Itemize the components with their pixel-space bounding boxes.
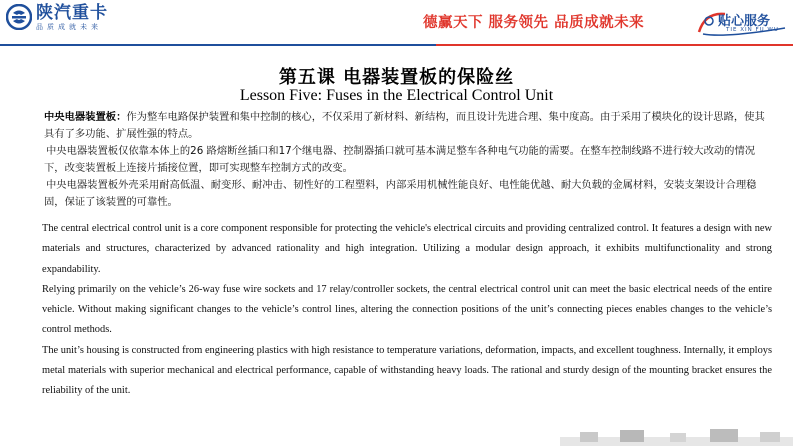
cn-lead-term: 中央电器装置板： <box>44 111 127 123</box>
english-body <box>42 219 772 402</box>
company-tagline: 品质成就未来 <box>36 23 102 31</box>
page-header <box>0 0 793 46</box>
chinese-body <box>44 109 772 211</box>
cn-paragraph-1 <box>44 109 772 143</box>
footer-decoration-icon <box>560 425 793 446</box>
cn-paragraph-2: 中央电器装置板仅依靠本体上的26 路熔断丝插口和17个继电器、控制器插口就可基本满足整车各种电气功能的需要。在整车控制线路不进行较大改动的情况下，改变装置板上连接片插接位置，即可实现整车控制方式的改变。 <box>44 145 756 174</box>
header-slogan: 德赢天下 服务领先 品质成就未来 <box>423 15 645 31</box>
cn-paragraph-1-text: 作为整车电路保护装置和集中控制的核心，不仅采用了新材料、新结构，而且设计先进合理、集中度高。由于采用了模块化的设计思路，使其具有了多功能、扩展性强的特点。 <box>44 111 765 140</box>
shaanxi-logo-icon <box>6 4 32 30</box>
service-pinyin: TIE XIN FU WU <box>726 27 779 33</box>
lesson-title-cn: 第五课 电器装置板的保险丝 <box>278 67 515 88</box>
service-name: 贴心服务 <box>718 14 771 29</box>
cn-paragraph-3: 中央电器装置板外壳采用耐高低温、耐变形、耐冲击、韧性好的工程塑料，内部采用机械性能良好、电性能优越、耐大负载的金属材料，安装支架设计合理稳固，保证了该装置的可靠性。 <box>44 179 757 208</box>
lesson-title-en: Lesson Five: Fuses in the Electrical Control Unit <box>239 87 554 104</box>
header-divider <box>0 44 793 46</box>
company-logo <box>6 4 108 32</box>
en-paragraph-2: Relying primarily on the vehicle’s 26-way fuse wire sockets and 17 relay/controller sockets, the central electrical control unit can meet the basic electrical needs of the entire vehicle. Without making significant changes to the vehicle’s control lines, altering the connection positions of the unit’s connecting pieces enables changes to the vehicle’s control methods. <box>42 283 772 336</box>
en-paragraph-1: The central electrical control unit is a core component responsible for protecting the vehicle's electrical circuits and providing centralized control. It features a design with new materials and structures, characterized by advanced rationality and high integration. Utilizing a modular design approach, it exhibits multifunctionality and strong expandability. <box>42 223 772 275</box>
en-paragraph-3: The unit’s housing is constructed from engineering plastics with high resistance to temperature variations, deformation, impacts, and excellent toughness. Internally, it employs metal materials with superior mechanical and electrical performance, capable of withstanding heavy loads. The rational and sturdy design of the mounting bracket ensures the reliability of the unit. <box>42 344 772 397</box>
company-name: 陕汽重卡 <box>36 3 108 23</box>
